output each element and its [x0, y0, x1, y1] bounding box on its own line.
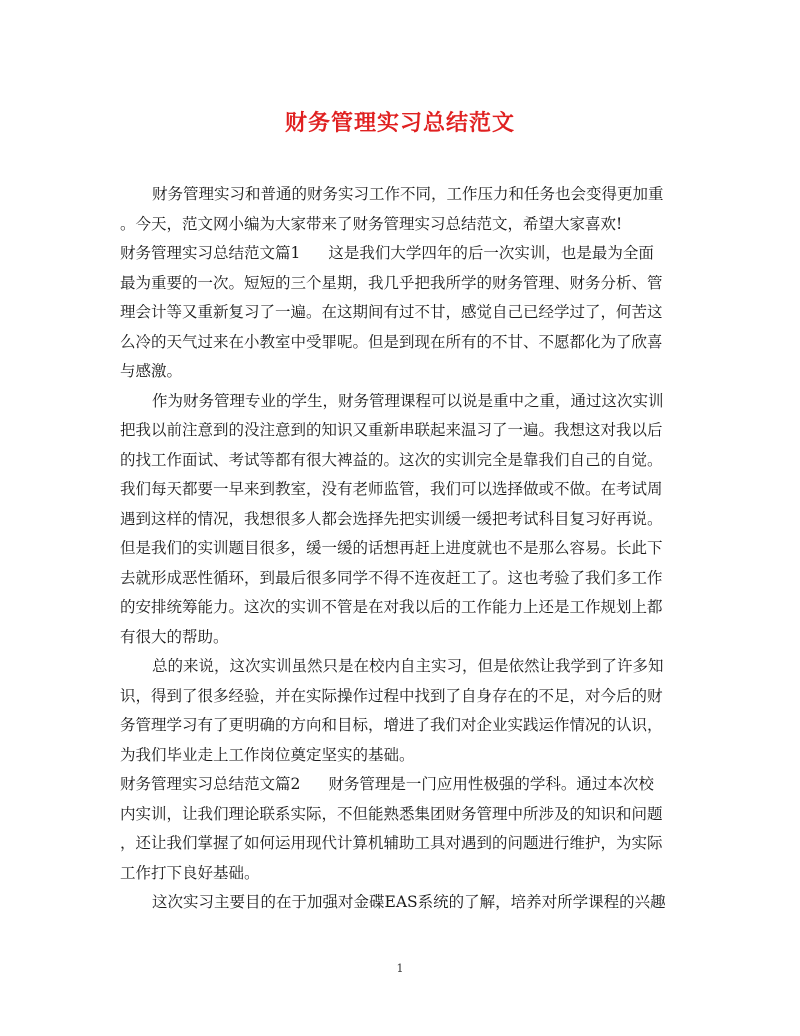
text-line: ，还让我们掌握了如何运用现代计算机辅助工具对遇到的问题进行维护，为实际 — [120, 834, 663, 852]
section-heading: 财务管理实习总结范文篇1 — [120, 244, 301, 262]
text-line: 我们每天都要一早来到教室，没有老师监管，我们可以选择做或不做。在考试周 — [120, 480, 663, 498]
text-line: 工作打下良好基础。 — [120, 863, 260, 882]
text-line: 总的来说，这次实训虽然只是在校内自主实习，但是依然让我学到了许多知 — [152, 657, 664, 675]
document-body — [120, 180, 676, 918]
page-number: 1 — [396, 962, 404, 975]
text-line: 有很大的帮助。 — [120, 627, 229, 646]
text-line: 遇到这样的情况，我想很多人都会选择先把实训缓一缓把考试科目复习好再说。 — [120, 509, 663, 528]
text-line: 的安排统筹能力。这次的实训不管是在对我以后的工作能力上还是工作规划上都 — [120, 598, 663, 616]
text-line: 但是我们的实训题目很多，缓一缓的话想再赶上进度就也不是那么容易。长此下 — [120, 539, 663, 557]
text-span: 这是我们大学四年的后一次实训，也是最为全面 — [328, 244, 654, 262]
text-line — [120, 239, 676, 269]
text-line: 与感激。 — [120, 362, 183, 380]
text-line: 么冷的天气过来在小教室中受罪呢。但是到现在所有的不甘、不愿都化为了欣喜 — [120, 332, 663, 351]
text-line: 理会计等又重新复习了一遍。在这期间有过不甘，感觉自己已经学过了，何苦这 — [120, 303, 663, 321]
text-line — [120, 770, 676, 800]
text-line: 把我以前注意到的没注意到的知识又重新串联起来温习了一遍。我想这对我以后 — [120, 421, 663, 439]
text-span: 财务管理是一门应用性极强的学科。通过本次校 — [328, 775, 654, 793]
text-line: 去就形成恶性循环，到最后很多同学不得不连夜赶工了。这也考验了我们多工作 — [120, 568, 663, 587]
document-title: 财务管理实习总结范文 — [284, 110, 515, 136]
text-line: 为我们毕业走上工作岗位奠定坚实的基础。 — [120, 745, 415, 764]
text-line: 内实训，让我们理论联系实际，不但能熟悉集团财务管理中所涉及的知识和问题 — [120, 804, 663, 823]
text-line: 识，得到了很多经验，并在实际操作过程中找到了自身存在的不足，对今后的财 — [120, 686, 663, 705]
text-line: 。今天，范文网小编为大家带来了财务管理实习总结范文，希望大家喜欢! — [120, 214, 623, 233]
text-line: 的找工作面试、考试等都有很大裨益的。这次的实训完全是靠我们自己的自觉。 — [120, 450, 663, 469]
text-line: 务管理学习有了更明确的方向和目标，增进了我们对企业实践运作情况的认识， — [120, 716, 663, 734]
section-heading: 财务管理实习总结范文篇2 — [120, 775, 301, 793]
text-line: 作为财务管理专业的学生，财务管理课程可以说是重中之重，通过这次实训 — [152, 391, 664, 410]
text-line: 最为重要的一次。短短的三个星期，我几乎把我所学的财务管理、财务分析、管 — [120, 273, 663, 292]
text-line: 这次实习主要目的在于加强对金碟EAS系统的了解，培养对所学课程的兴趣 — [152, 893, 666, 911]
text-line: 财务管理实习和普通的财务实习工作不同，工作压力和任务也会变得更加重 — [152, 185, 664, 203]
